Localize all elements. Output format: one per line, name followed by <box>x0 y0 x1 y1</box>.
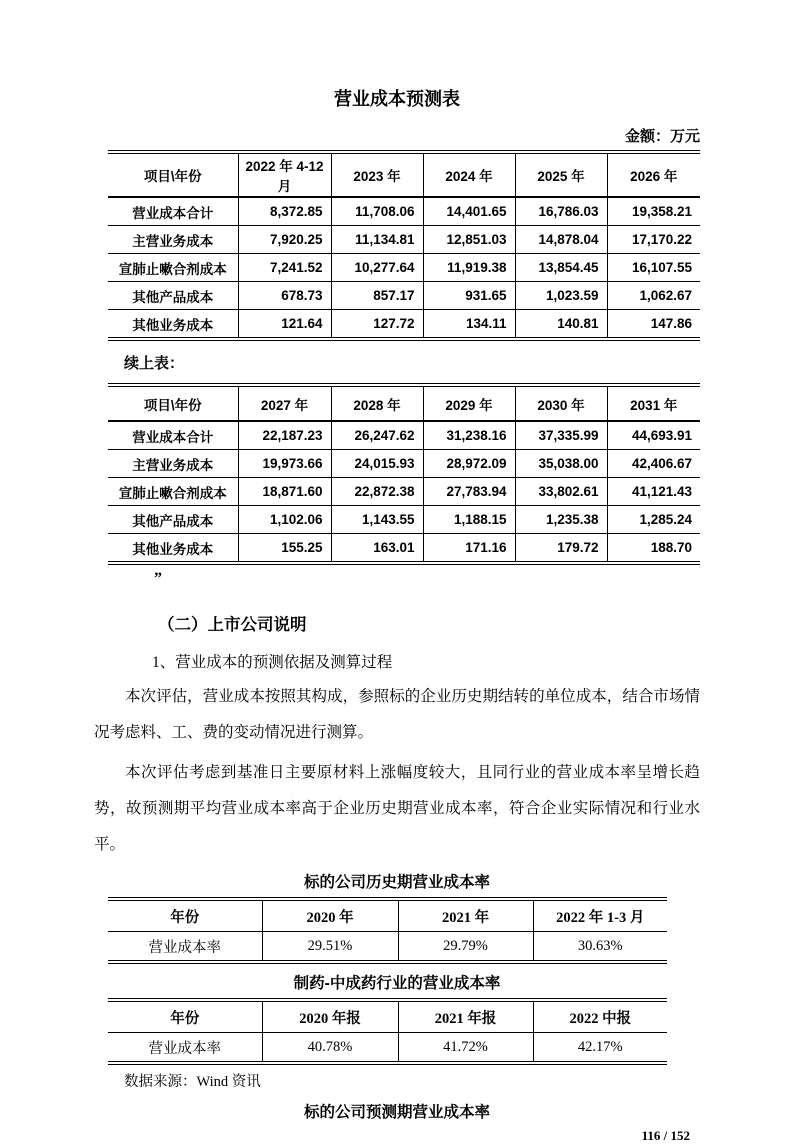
cell-value: 40.78% <box>262 1033 398 1064</box>
table-header-cell: 2026 年 <box>607 152 700 197</box>
table-header-cell: 2023 年 <box>331 152 423 197</box>
row-label: 主营业务成本 <box>108 226 238 254</box>
cell-value: 16,786.03 <box>515 197 607 226</box>
cell-value: 24,015.93 <box>331 450 423 478</box>
data-source-note: 数据来源：Wind 资讯 <box>124 1074 261 1090</box>
table-header-cell: 2030 年 <box>515 385 607 421</box>
table-header-cell: 项目\年份 <box>108 152 238 197</box>
cell-value: 41.72% <box>398 1033 533 1064</box>
table-header-cell: 2024 年 <box>423 152 515 197</box>
table-header-cell: 年份 <box>108 899 262 932</box>
paragraph-forecast-basis: 本次评估，营业成本按照其构成，参照标的企业历史期结转的单位成本，结合市场情况考虑料、工、费的变动情况进行测算。 <box>94 688 700 741</box>
cell-value: 42.17% <box>533 1033 667 1064</box>
cell-value: 163.01 <box>331 534 423 564</box>
table-row <box>108 1033 667 1064</box>
cell-value: 188.70 <box>607 534 700 564</box>
cell-value: 11,919.38 <box>423 254 515 282</box>
cell-value: 155.25 <box>238 534 331 564</box>
cell-value: 12,851.03 <box>423 226 515 254</box>
cell-value: 8,372.85 <box>238 197 331 226</box>
table-header-row <box>108 152 700 197</box>
row-label: 其他业务成本 <box>108 310 238 340</box>
cell-value: 33,802.61 <box>515 478 607 506</box>
paragraph-cost-rate-trend: 本次评估考虑到基准日主要原材料上涨幅度较大，且同行业的营业成本率呈增长趋势，故预测期平均营业成本率高于企业历史期营业成本率，符合企业实际情况和行业水平。 <box>94 764 700 853</box>
row-label: 营业成本合计 <box>132 429 214 445</box>
table-header-cell: 2028 年 <box>331 385 423 421</box>
table-header-cell: 2025 年 <box>515 152 607 197</box>
cell-value: 10,277.64 <box>331 254 423 282</box>
row-label: 其他产品成本 <box>108 282 238 310</box>
cell-value: 29.79% <box>398 932 533 963</box>
table-row <box>108 197 700 226</box>
table-row <box>108 282 700 310</box>
cell-value: 35,038.00 <box>515 450 607 478</box>
cell-value: 27,783.94 <box>423 478 515 506</box>
cell-value: 26,247.62 <box>331 421 423 450</box>
cell-value: 7,241.52 <box>238 254 331 282</box>
cell-value: 1,062.67 <box>607 282 700 310</box>
cell-value: 28,972.09 <box>423 450 515 478</box>
table-header-cell: 年份 <box>108 1000 262 1033</box>
cell-value: 29.51% <box>262 932 398 963</box>
table-header-cell: 2021 年 <box>398 899 533 932</box>
forecast-rate-table-title: 标的公司预测期营业成本率 <box>303 1104 490 1121</box>
cell-value: 17,170.22 <box>607 226 700 254</box>
table-row <box>108 506 700 534</box>
cell-value: 37,335.99 <box>515 421 607 450</box>
cell-value: 678.73 <box>238 282 331 310</box>
cell-value: 19,358.21 <box>607 197 700 226</box>
table-header-row <box>108 899 667 932</box>
cell-value: 857.17 <box>331 282 423 310</box>
cell-value: 179.72 <box>515 534 607 564</box>
cell-value: 22,872.38 <box>331 478 423 506</box>
table-row <box>108 421 700 450</box>
cost-forecast-table-part1 <box>108 150 700 341</box>
cell-value: 14,878.04 <box>515 226 607 254</box>
industry-cost-rate-table <box>108 998 667 1065</box>
row-label: 其他业务成本 <box>108 534 238 564</box>
row-label: 营业成本率 <box>148 1040 221 1057</box>
closing-quote-mark: ” <box>154 570 162 587</box>
cell-value: 1,143.55 <box>331 506 423 534</box>
table-row <box>108 534 700 564</box>
cell-value: 1,235.38 <box>515 506 607 534</box>
continued-table-label: 续上表： <box>124 355 185 372</box>
row-label: 主营业务成本 <box>108 450 238 478</box>
table-header-row <box>108 1000 667 1033</box>
row-label: 宣肺止嗽合剂成本 <box>108 254 238 282</box>
cell-value: 121.64 <box>238 310 331 340</box>
cell-value: 11,708.06 <box>331 197 423 226</box>
cell-value: 140.81 <box>515 310 607 340</box>
cell-value: 16,107.55 <box>607 254 700 282</box>
cell-value: 1,023.59 <box>515 282 607 310</box>
cell-value: 14,401.65 <box>423 197 515 226</box>
cell-value: 44,693.91 <box>607 421 700 450</box>
page-number: 116 / 152 <box>641 1128 690 1143</box>
cell-value: 11,134.81 <box>331 226 423 254</box>
table-header-cell: 2020 年 <box>262 899 398 932</box>
historical-cost-rate-table <box>108 897 667 964</box>
cell-value: 171.16 <box>423 534 515 564</box>
table-header-cell: 2020 年报 <box>262 1000 398 1033</box>
table-row <box>108 254 700 282</box>
row-label: 宣肺止嗽合剂成本 <box>108 478 238 506</box>
cell-value: 30.63% <box>533 932 667 963</box>
historical-rate-table-title: 标的公司历史期营业成本率 <box>303 874 490 891</box>
table-header-cell: 2022 年 1-3 月 <box>533 899 667 932</box>
section-heading: （二）上市公司说明 <box>158 616 307 634</box>
row-label: 其他产品成本 <box>108 506 238 534</box>
cell-value: 134.11 <box>423 310 515 340</box>
cell-value: 19,973.66 <box>238 450 331 478</box>
table-header-cell: 2029 年 <box>423 385 515 421</box>
cell-value: 41,121.43 <box>607 478 700 506</box>
cell-value: 931.65 <box>423 282 515 310</box>
subsection-heading: 1、营业成本的预测依据及测算过程 <box>152 654 393 671</box>
table-header-cell: 2022 年 4-12 月 <box>238 152 331 197</box>
cell-value: 22,187.23 <box>238 421 331 450</box>
row-label: 营业成本率 <box>148 939 221 956</box>
cell-value: 7,920.25 <box>238 226 331 254</box>
industry-rate-table-title: 制药-中成药行业的营业成本率 <box>293 975 501 992</box>
cell-value: 31,238.16 <box>423 421 515 450</box>
page-title: 营业成本预测表 <box>334 89 460 109</box>
table-header-row <box>108 385 700 421</box>
table-header-cell: 项目\年份 <box>108 385 238 421</box>
cell-value: 1,102.06 <box>238 506 331 534</box>
cell-value: 127.72 <box>331 310 423 340</box>
cell-value: 1,285.24 <box>607 506 700 534</box>
cell-value: 42,406.67 <box>607 450 700 478</box>
table-row <box>108 932 667 963</box>
table-row <box>108 450 700 478</box>
cell-value: 13,854.45 <box>515 254 607 282</box>
table-header-cell: 2031 年 <box>607 385 700 421</box>
row-label: 营业成本合计 <box>132 205 214 221</box>
cell-value: 18,871.60 <box>238 478 331 506</box>
table-row <box>108 310 700 340</box>
table-header-cell: 2022 中报 <box>533 1000 667 1033</box>
table-header-cell: 2021 年报 <box>398 1000 533 1033</box>
cell-value: 147.86 <box>607 310 700 340</box>
cell-value: 1,188.15 <box>423 506 515 534</box>
table-row <box>108 226 700 254</box>
table-row <box>108 478 700 506</box>
table-header-cell: 2027 年 <box>238 385 331 421</box>
cost-forecast-table-part2 <box>108 383 700 565</box>
unit-label: 金额：万元 <box>624 128 700 145</box>
